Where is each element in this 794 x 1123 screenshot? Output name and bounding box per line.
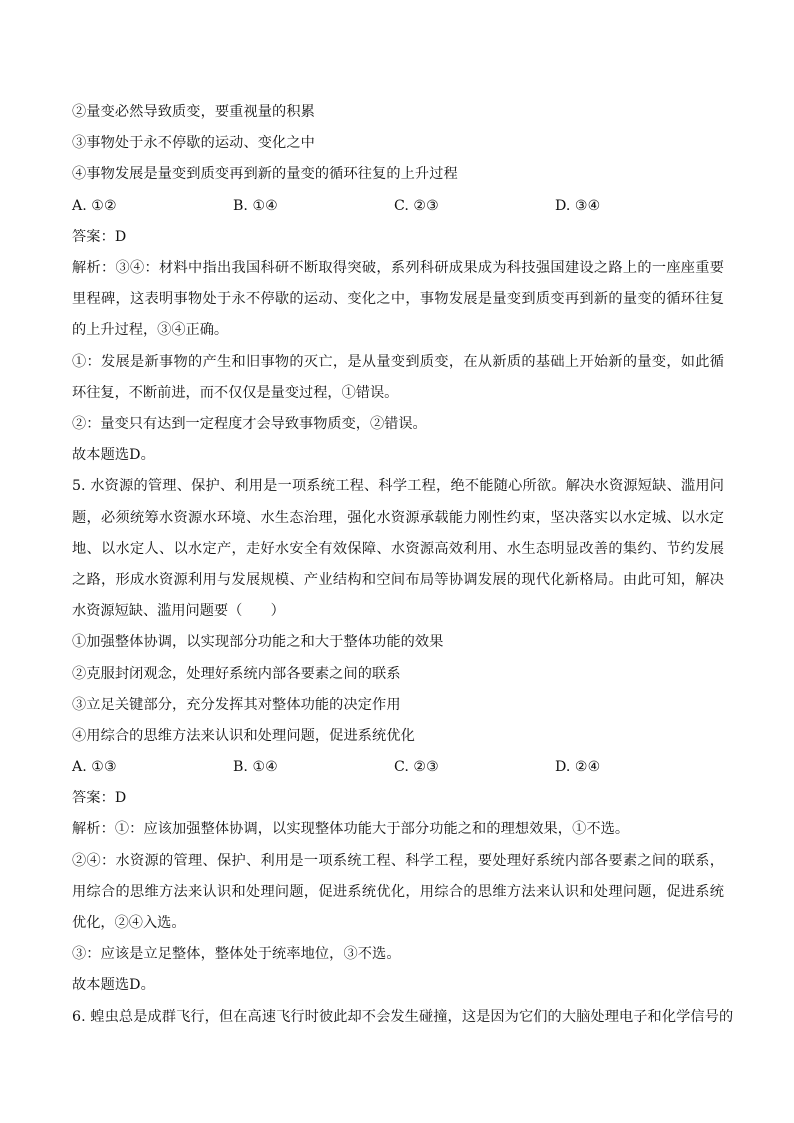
document-page bbox=[72, 97, 734, 1033]
q4-option-a: A. ①② bbox=[72, 197, 117, 214]
q5-answer: 答案：D bbox=[72, 790, 127, 807]
q4-analysis-1: ①：发展是新事物的产生和旧事物的灭亡，是从量变到质变，在从新质的基础上开始新的量变，如此循环往复，不断前进，而不仅仅是量变过程，①错误。 bbox=[72, 353, 724, 401]
q6-stem: 6. 蝗虫总是成群飞行，但在高速飞行时彼此却不会发生碰撞，这是因为它们的大脑处理电子和化学信号的 bbox=[72, 1008, 734, 1025]
q4-statement-2: ②量变必然导致质变，要重视量的积累 bbox=[72, 104, 315, 120]
q4-statement-3: ③事物处于永不停歇的运动、变化之中 bbox=[72, 135, 315, 152]
q4-options bbox=[72, 191, 724, 222]
q5-statement-3: ③立足关键部分，充分发挥其对整体功能的决定作用 bbox=[72, 696, 401, 713]
q4-option-d: D. ③④ bbox=[555, 197, 601, 214]
q5-analysis-1: 解析：①：应该加强整体协调，以实现整体功能大于部分功能之和的理想效果，①不选。 bbox=[72, 821, 630, 838]
q5-conclusion: 故本题选D。 bbox=[72, 977, 155, 994]
q4-conclusion: 故本题选D。 bbox=[72, 447, 155, 464]
q5-option-d: D. ②④ bbox=[555, 759, 601, 776]
q5-option-c: C. ②③ bbox=[394, 759, 439, 776]
q5-option-b: B. ①④ bbox=[233, 759, 278, 776]
q4-answer: 答案：D bbox=[72, 228, 127, 245]
q5-stem: 5. 水资源的管理、保护、利用是一项系统工程、科学工程，绝不能随心所欲。解决水资源短缺、滥用问题，必须统筹水资源水环境、水生态治理，强化水资源承载能力刚性约束，坚决落实以水定城、以水定地、以水定人、以水定产，走好水安全有效保障、水资源高效利用、水生态明显改善的集约、节约发展之路，形成水资源利用与发展规模、产业结构和空间布局等协调发展的现代化新格局。由此可知，解决水资源短缺、滥用问题要（ ） bbox=[72, 478, 724, 620]
q5-options bbox=[72, 752, 724, 783]
q5-statement-2: ②克服封闭观念，处理好系统内部各要素之间的联系 bbox=[72, 665, 401, 682]
q4-option-c: C. ②③ bbox=[394, 197, 439, 214]
q5-statement-4: ④用综合的思维方法来认识和处理问题，促进系统优化 bbox=[72, 727, 415, 744]
q5-analysis-3: ③：应该是立足整体，整体处于统率地位，③不选。 bbox=[72, 946, 401, 963]
q5-statement-1: ①加强整体协调，以实现部分功能之和大于整体功能的效果 bbox=[72, 634, 444, 651]
q4-analysis-2: ②：量变只有达到一定程度才会导致事物质变，②错误。 bbox=[72, 415, 427, 432]
q4-option-b: B. ①④ bbox=[233, 197, 278, 214]
q4-analysis-main: 解析：③④：材料中指出我国科研不断取得突破，系列科研成果成为科技强国建设之路上的一座座重要里程碑，这表明事物处于永不停歇的运动、变化之中，事物发展是量变到质变再到新的量变的循环往复的上升过程，③④正确。 bbox=[72, 259, 724, 339]
q5-option-a: A. ①③ bbox=[72, 759, 117, 776]
q5-analysis-24: ②④：水资源的管理、保护、利用是一项系统工程、科学工程，要处理好系统内部各要素之间的联系，用综合的思维方法来认识和处理问题，促进系统优化，用综合的思维方法来认识和处理问题，促进系统优化，②④入选。 bbox=[72, 852, 724, 932]
q4-statement-4: ④事物发展是量变到质变再到新的量变的循环往复的上升过程 bbox=[72, 166, 458, 183]
